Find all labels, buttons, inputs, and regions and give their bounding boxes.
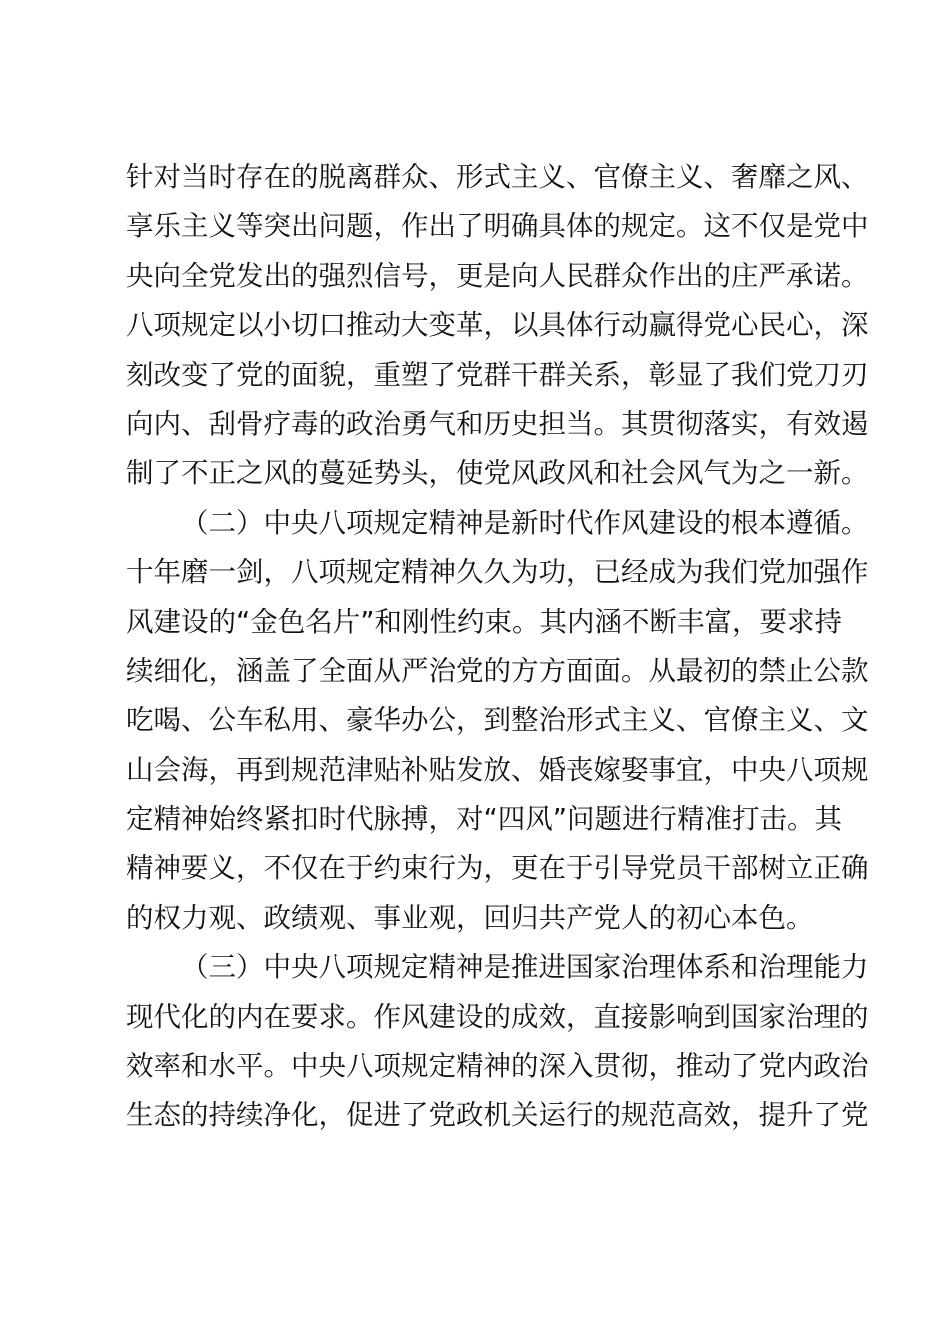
paragraph-heading-line: （二）中央八项规定精神是新时代作风建设的根本遵循。 (181, 506, 869, 539)
text-line: 续细化，涵盖了全面从严治党的方方面面。从最初的禁止公款 (126, 654, 869, 687)
text-line: 吃喝、公车私用、豪华办公，到整治形式主义、官僚主义、文 (126, 704, 869, 737)
text-line: 央向全党发出的强烈信号，更是向人民群众作出的庄严承诺。 (126, 259, 869, 292)
text-line: 针对当时存在的脱离群众、形式主义、官僚主义、奢靡之风、 (126, 161, 869, 193)
paragraph-heading-line: （三）中央八项规定精神是推进国家治理体系和治理能力 (181, 951, 869, 984)
text-line: 风建设的“金色名片”和刚性约束。其内涵不断丰富，要求持 (126, 605, 842, 638)
text-line: 生态的持续净化，促进了党政机关运行的规范高效，提升了党 (126, 1099, 869, 1132)
text-line: 定精神始终紧扣时代脉搏，对“四风”问题进行精准打击。其 (126, 803, 842, 836)
text-line: 山会海，再到规范津贴补贴发放、婚丧嫁娶事宜，中央八项规 (126, 753, 869, 786)
text-line: 刻改变了党的面貌，重塑了党群干群关系，彰显了我们党刀刃 (126, 358, 869, 391)
text-line: 八项规定以小切口推动大变革，以具体行动赢得党心民心，深 (126, 309, 869, 342)
text-line: 享乐主义等突出问题，作出了明确具体的规定。这不仅是党中 (126, 210, 869, 243)
text-line: 十年磨一剑，八项规定精神久久为功，已经成为我们党加强作 (126, 556, 869, 589)
text-line: 制了不正之风的蔓延势头，使党风政风和社会风气为之一新。 (126, 457, 869, 490)
text-line: 现代化的内在要求。作风建设的成效，直接影响到国家治理的 (126, 1000, 869, 1033)
text-line: 效率和水平。中央八项规定精神的深入贯彻，推动了党内政治 (126, 1050, 869, 1083)
text-line: 向内、刮骨疗毒的政治勇气和历史担当。其贯彻落实，有效遏 (126, 407, 869, 440)
text-line: 的权力观、政绩观、事业观，回归共产党人的初心本色。 (126, 901, 814, 934)
text-line: 精神要义，不仅在于约束行为，更在于引导党员干部树立正确 (126, 852, 869, 885)
body-text (126, 153, 869, 1141)
